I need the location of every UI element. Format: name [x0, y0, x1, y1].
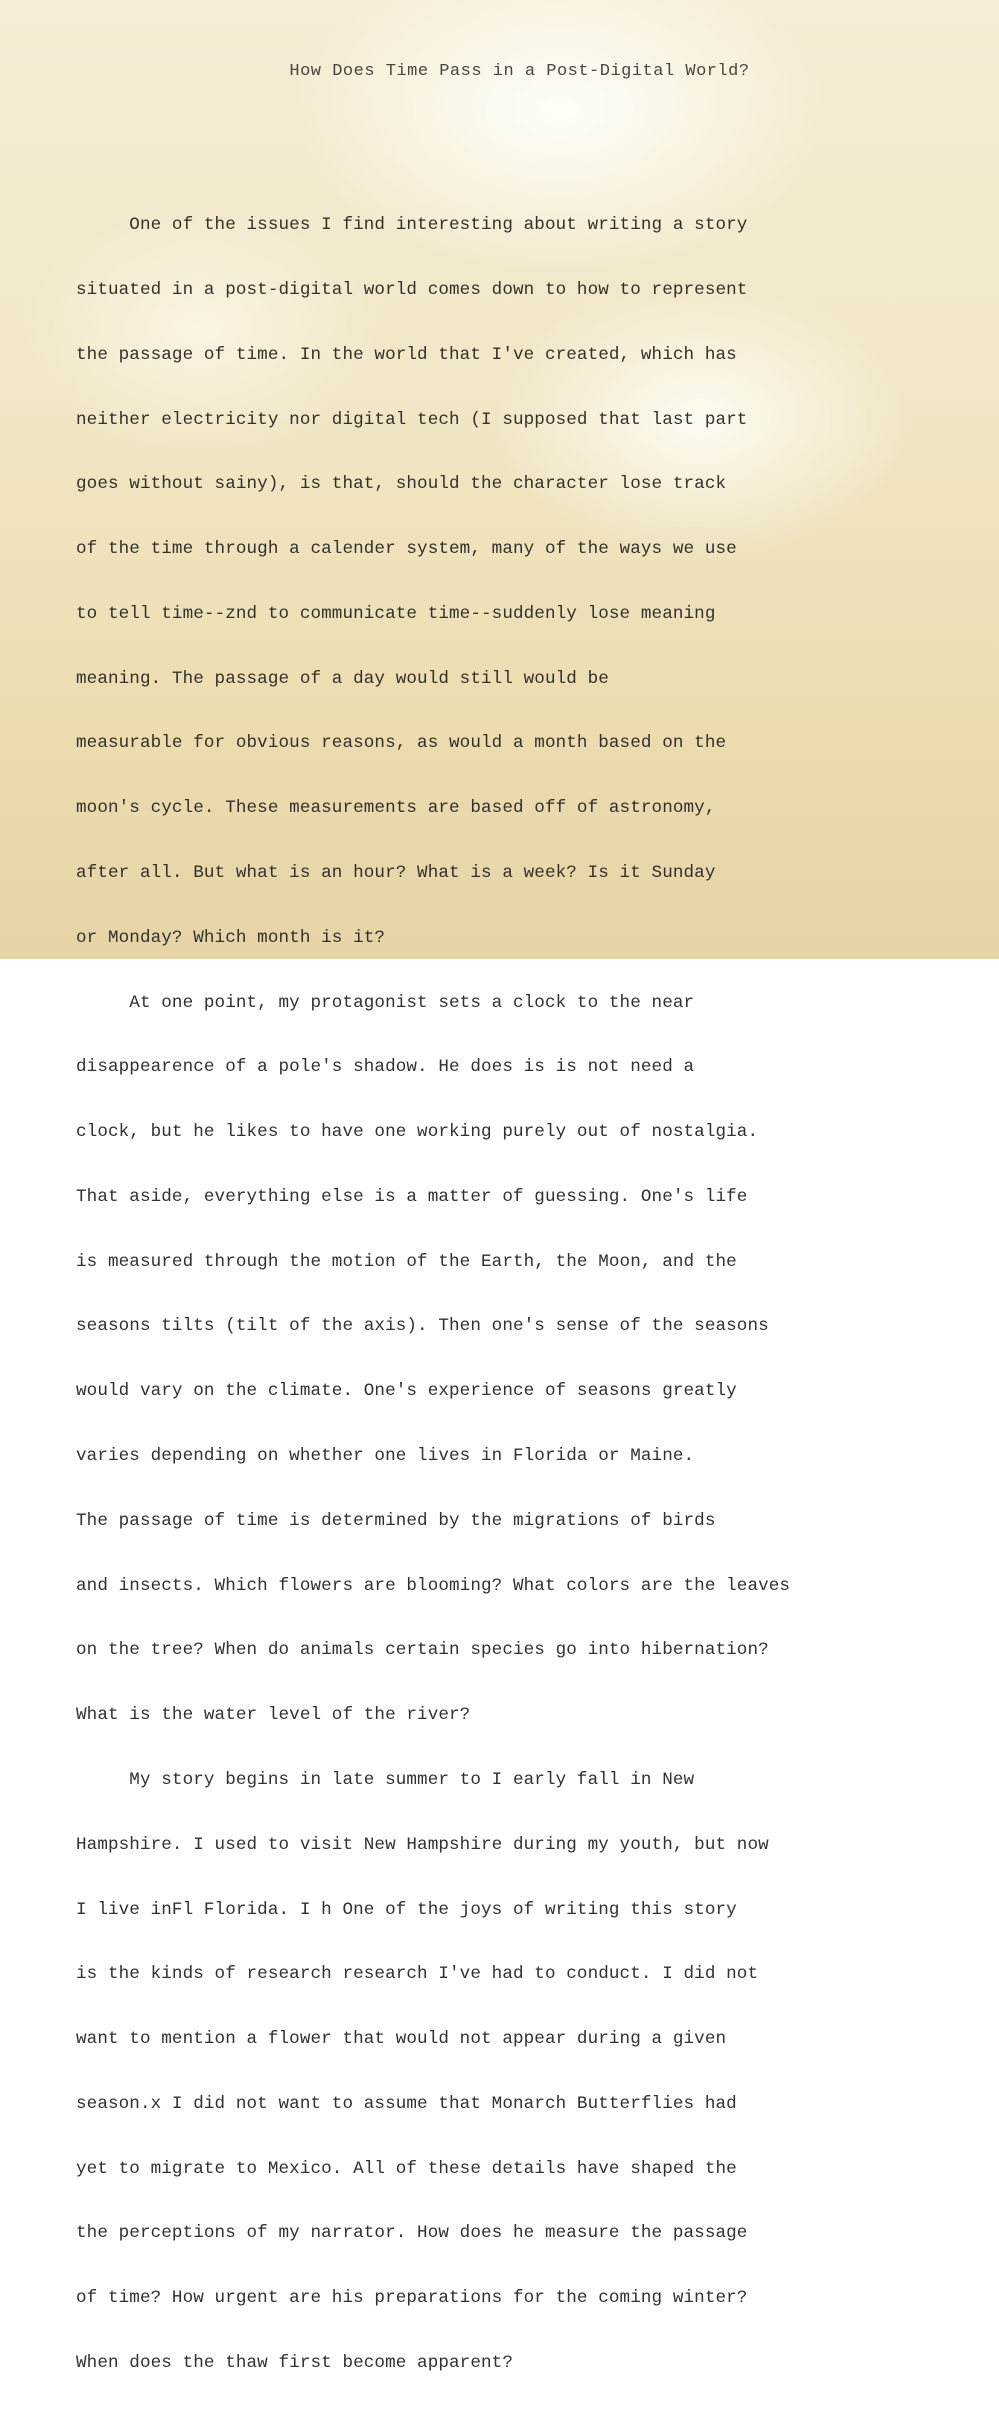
- text-line: of the time through a calender system, many of the ways we use: [76, 539, 737, 560]
- text-line: Hampshire. I used to visit New Hampshire during my youth, but now: [76, 1834, 769, 1855]
- text-line: would vary on the climate. One's experience of seasons greatly: [76, 1381, 737, 1402]
- text-line: want to mention a flower that would not appear during a given: [76, 2029, 727, 2050]
- page-title: How Does Time Pass in a Post-Digital World?: [289, 62, 750, 81]
- text-line: disappearence of a pole's shadow. He does is is not need a: [76, 1057, 695, 1078]
- text-line: That aside, everything else is a matter of guessing. One's life: [76, 1186, 748, 1207]
- text-line: yet to migrate to Mexico. All of these details have shaped the: [76, 2158, 737, 2179]
- text-line: I live inFl Florida. I h One of the joys of writing this story: [76, 1899, 737, 1920]
- text-line: the perceptions of my narrator. How does he measure the passage: [76, 2223, 748, 2244]
- text-line: moon's cycle. These measurements are based off of astronomy,: [76, 798, 716, 819]
- text-line: situated in a post-digital world comes down to how to represent: [76, 279, 748, 300]
- text-line: What is the water level of the river?: [76, 1705, 471, 1726]
- text-line: is the kinds of research research I've had to conduct. I did not: [76, 1964, 759, 1985]
- text-line: neither electricity nor digital tech (I supposed that last part: [76, 409, 748, 430]
- text-line: measurable for obvious reasons, as would a month based on the: [76, 733, 727, 754]
- text-line: When does the thaw first become apparent?: [76, 2352, 513, 2373]
- essay-body: [76, 172, 956, 2418]
- text-line: on the tree? When do animals certain species go into hibernation?: [76, 1640, 769, 1661]
- text-line: to tell time--znd to communicate time--suddenly lose meaning: [76, 603, 716, 624]
- text-line: My story begins in late summer to I early fall in New: [76, 1769, 695, 1790]
- text-line: meaning. The passage of a day would still would be: [76, 668, 609, 689]
- text-line: is measured through the motion of the Earth, the Moon, and the: [76, 1251, 737, 1272]
- text-line: clock, but he likes to have one working purely out of nostalgia.: [76, 1122, 759, 1143]
- text-line: after all. But what is an hour? What is a week? Is it Sunday: [76, 863, 716, 883]
- text-line: the passage of time. In the world that I've created, which has: [76, 344, 737, 365]
- text-line: seasons tilts (tilt of the axis). Then one's sense of the seasons: [76, 1316, 769, 1337]
- text-line: and insects. Which flowers are blooming? What colors are the leaves: [76, 1575, 791, 1596]
- text-line: The passage of time is determined by the migrations of birds: [76, 1510, 716, 1531]
- text-line: or Monday? Which month is it?: [76, 927, 386, 948]
- text-line: One of the issues I find interesting about writing a story: [76, 215, 748, 236]
- text-line: At one point, my protagonist sets a clock to the near: [76, 992, 695, 1013]
- text-line: season.x I did not want to assume that Monarch Butterflies had: [76, 2093, 737, 2114]
- text-line: of time? How urgent are his preparations for the coming winter?: [76, 2288, 748, 2309]
- text-line: varies depending on whether one lives in Florida or Maine.: [76, 1446, 695, 1467]
- text-line: goes without sainy), is that, should the character lose track: [76, 474, 727, 495]
